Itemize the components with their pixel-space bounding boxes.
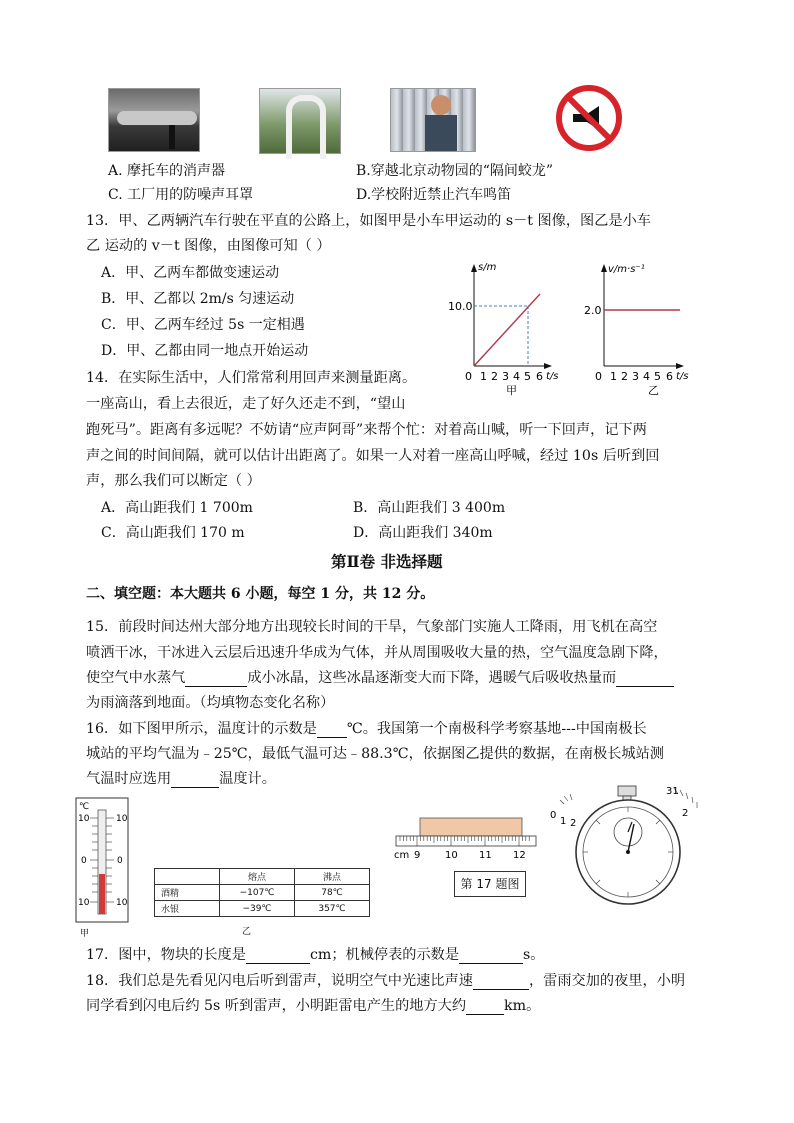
ruler-label-9: 9 xyxy=(414,850,421,861)
st-graph-ytick-label: 10.0 xyxy=(448,300,473,313)
vt-graph-xtick-3: 3 xyxy=(632,370,639,383)
vt-graph-x-arrow xyxy=(676,363,684,369)
q12-option-c[interactable]: C. 工厂用的防噪声耳罩 xyxy=(108,187,254,203)
thermometer-caption: 甲 xyxy=(80,929,90,939)
q14-option-b[interactable]: B．高山距我们 3 400m xyxy=(353,500,506,516)
q17-line xyxy=(86,944,545,964)
factory-earmuff-photo xyxy=(390,88,476,152)
q18-blank-2[interactable] xyxy=(466,1000,504,1015)
q14-line2: 一座高山，看上去很近，走了好久还走不到，“望山 xyxy=(86,396,406,412)
q16-blank-2[interactable] xyxy=(171,773,219,788)
q13-option-b[interactable]: B．甲、乙都以 2m/s 匀速运动 xyxy=(101,291,295,307)
q14-line1: 14．在实际生活中，人们常常利用回声来测量距离。 xyxy=(86,370,417,386)
q16-line2: 城站的平均气温为﹣25℃，最低气温可达﹣88.3℃，依据图乙提供的数据，在南极长城站测 xyxy=(86,746,664,762)
thermometer-tick-right-bot: 10 xyxy=(116,898,128,908)
q13-option-c[interactable]: C．甲、乙两车经过 5s 一定相遇 xyxy=(101,317,305,333)
q12-option-d[interactable]: D.学校附近禁止汽车鸣笛 xyxy=(356,187,512,203)
stopwatch-zoom-scale-left xyxy=(560,794,572,804)
st-graph-series-line xyxy=(474,294,540,366)
q15-line2: 喷洒干冰，干冰进入云层后迅速升华成为气体，并从周围吸收大量的热，空气温度急剧下降， xyxy=(86,645,668,661)
vt-graph-xtick-6: 6 xyxy=(666,370,673,383)
table-cell: −107℃ xyxy=(220,885,295,901)
q16-line3-part1: 气温时应选用 xyxy=(86,771,172,787)
vt-graph-xticks xyxy=(595,370,673,383)
q17-blank-1[interactable] xyxy=(246,949,310,964)
table-row xyxy=(155,901,370,917)
thermometer-tick-left-top: 10 xyxy=(78,814,90,824)
noise-barrier-tunnel-photo xyxy=(259,88,341,154)
ruler-label-10: 10 xyxy=(445,850,458,861)
ruler-label-11: 11 xyxy=(479,850,492,861)
stopwatch-figure xyxy=(546,780,722,908)
motorcycle-muffler-photo xyxy=(108,88,200,152)
q16-line3 xyxy=(86,768,276,788)
q14-option-c[interactable]: C．高山距我们 170 m xyxy=(101,525,245,541)
st-graph-x-arrow xyxy=(544,363,552,369)
vt-graph-ylabel: v/m·s⁻¹ xyxy=(608,264,645,275)
stopwatch-label-1: 1 xyxy=(560,816,567,827)
q16-line1-part2: ℃。我国第一个南极科学考察基地---中国南极长 xyxy=(346,721,647,737)
q18-blank-1[interactable] xyxy=(473,975,529,990)
vt-graph-xtick-0: 0 xyxy=(595,370,602,383)
vt-graph-xtick-4: 4 xyxy=(643,370,650,383)
q13-stem-line1: 13．甲、乙两辆汽车行驶在平直的公路上，如图甲是小车甲运动的 s－t 图像，图乙是小车 xyxy=(86,213,651,229)
table-header-cell: 熔点 xyxy=(220,869,295,885)
q14-option-d[interactable]: D．高山距我们 340m xyxy=(353,525,493,541)
thermometer-tick-left-mid: 0 xyxy=(81,856,87,866)
measured-block xyxy=(420,818,522,836)
q13-stem-line2: 乙 运动的 v－t 图像，由图像可知（ ） xyxy=(86,238,331,254)
q15-line3-part1: 使空气中水蒸气 xyxy=(86,670,186,686)
vt-graph-xlabel: t/s xyxy=(676,371,689,382)
vt-graph-xtick-5: 5 xyxy=(654,370,661,383)
part2-heading: 二、填空题：本大题共 6 小题，每空 1 分，共 12 分。 xyxy=(86,586,435,602)
table-cell: 水银 xyxy=(155,901,220,917)
ruler-label-12: 12 xyxy=(513,850,526,861)
st-graph-xlabel: t/s xyxy=(546,371,559,382)
q15-blank-2[interactable] xyxy=(616,672,674,687)
q18-line2-part2: km。 xyxy=(504,998,541,1014)
st-graph-jia xyxy=(446,258,559,397)
vt-graph-xtick-1: 1 xyxy=(610,370,617,383)
vt-graph-ytick-label: 2.0 xyxy=(584,304,602,317)
section-title: 第Ⅱ卷 非选择题 xyxy=(331,552,443,571)
stopwatch-label-0: 0 xyxy=(550,810,557,821)
q18-line1-part2: ，雷雨交加的夜里，小明 xyxy=(528,973,686,989)
table-cell: 78℃ xyxy=(295,885,370,901)
melting-boiling-table-wrap xyxy=(154,868,370,917)
q14-line4: 声之间的时间间隔，就可以估计出距离了。如果一人对着一座高山呼喊，经过 10s 后听到回 xyxy=(86,448,660,464)
table-cell: 357℃ xyxy=(295,901,370,917)
st-graph-caption: 甲 xyxy=(506,384,517,397)
table-row xyxy=(155,885,370,901)
no-horn-sign-icon xyxy=(553,84,625,152)
thermometer-liquid xyxy=(99,874,105,914)
figure17-caption-box xyxy=(454,871,526,897)
table-header-row xyxy=(155,869,370,885)
stopwatch-label-31: 31 xyxy=(666,786,679,797)
q16-line1 xyxy=(86,718,647,738)
vt-graph-yi xyxy=(576,258,698,396)
table-header-cell xyxy=(155,869,220,885)
st-graph-xtick-4: 4 xyxy=(513,370,520,383)
thermometer-tick-left-bot: 10 xyxy=(78,898,90,908)
st-graph-y-arrow xyxy=(471,264,477,272)
q12-option-a[interactable]: A. 摩托车的消声器 xyxy=(108,163,226,179)
stopwatch-crown xyxy=(618,786,636,796)
q18-line2-part1: 同学看到闪电后约 5s 听到雷声，小明距雷电产生的地方大约 xyxy=(86,998,467,1014)
vt-graph-y-arrow xyxy=(601,264,607,272)
ruler-unit: cm xyxy=(394,850,410,861)
stopwatch-center xyxy=(626,850,630,854)
q17-part1: 17．图中，物块的长度是 xyxy=(86,947,246,963)
q17-blank-2[interactable] xyxy=(459,949,523,964)
thermometer-tick-right-top: 10 xyxy=(116,814,128,824)
thermometer-unit: ℃ xyxy=(79,802,90,812)
st-graph-xticks xyxy=(465,370,543,383)
thermometer-tick-right-mid: 0 xyxy=(117,856,123,866)
st-graph-xtick-2: 2 xyxy=(491,370,498,383)
stopwatch-label-2-right: 2 xyxy=(682,808,689,819)
q16-line1-part1: 16．如下图甲所示，温度计的示数是 xyxy=(86,721,317,737)
q13-option-a[interactable]: A．甲、乙两车都做变速运动 xyxy=(101,265,280,281)
q13-option-d[interactable]: D．甲、乙都由同一地点开始运动 xyxy=(101,343,309,359)
q18-line2 xyxy=(86,995,540,1015)
q14-line3: 跑死马”。距离有多远呢？不妨请“应声阿哥”来帮个忙：对着高山喊，听一下回声，记下两 xyxy=(86,422,647,438)
q16-blank-1[interactable] xyxy=(317,723,347,738)
table-header-cell: 沸点 xyxy=(295,869,370,885)
st-graph-xtick-6: 6 xyxy=(536,370,543,383)
st-graph-xtick-0: 0 xyxy=(465,370,472,383)
q14-line5: 声，那么我们可以断定（ ） xyxy=(86,473,261,489)
st-graph-xtick-1: 1 xyxy=(480,370,487,383)
q16-line3-part2: 温度计。 xyxy=(219,771,276,787)
q18-line1 xyxy=(86,970,685,990)
q18-line1-part1: 18．我们总是先看见闪电后听到雷声，说明空气中光速比声速 xyxy=(86,973,473,989)
melting-boiling-table xyxy=(154,868,370,917)
st-graph-xtick-3: 3 xyxy=(502,370,509,383)
table-cell: 酒精 xyxy=(155,885,220,901)
q12-option-b[interactable]: B.穿越北京动物园的“隔间蛟龙” xyxy=(356,163,554,179)
vt-graph-caption: 乙 xyxy=(648,384,659,397)
st-graph-xtick-5: 5 xyxy=(524,370,531,383)
q15-line1: 15．前段时间达州大部分地方出现较长时间的干旱，气象部门实施人工降雨，用飞机在高空 xyxy=(86,619,658,635)
figure17-caption: 第 17 题图 xyxy=(460,877,520,891)
q15-line4: 为雨滴落到地面。（均填物态变化名称） xyxy=(86,695,335,711)
thermometer-figure xyxy=(72,796,132,938)
q17-part3: s。 xyxy=(523,947,545,963)
table-cell: −39℃ xyxy=(220,901,295,917)
q17-part2: cm；机械停表的示数是 xyxy=(309,947,460,963)
q14-option-a[interactable]: A．高山距我们 1 700m xyxy=(101,500,253,516)
q15-line3-part2: 成小冰晶，这些冰晶逐渐变大而下降，遇暖气后吸收热量而 xyxy=(247,670,617,686)
ruler-figure xyxy=(392,814,540,864)
q15-blank-1[interactable] xyxy=(185,672,247,687)
stopwatch-label-2-left: 2 xyxy=(570,818,577,829)
st-graph-ylabel: s/m xyxy=(478,262,497,273)
vt-graph-xtick-2: 2 xyxy=(621,370,628,383)
table-caption: 乙 xyxy=(242,927,252,937)
q15-line3 xyxy=(86,667,674,687)
